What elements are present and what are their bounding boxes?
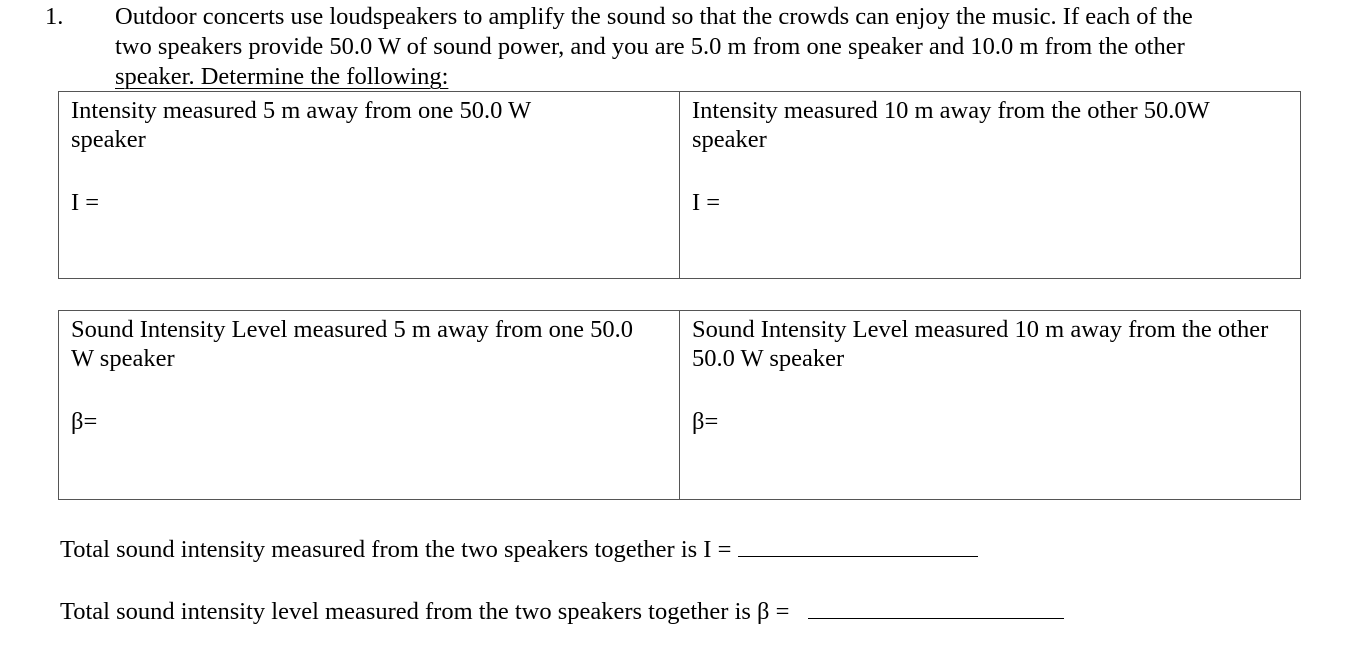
level-5m-prompt: Sound Intensity Level measured 5 m away from one 50.0 W speaker <box>71 316 634 372</box>
intensity-table <box>58 91 1301 279</box>
intensity-10m-prompt: Intensity measured 10 m away from the other 50.0W speaker <box>692 97 1210 153</box>
question-line: speaker. Determine the following: <box>115 63 449 90</box>
total-intensity-line <box>60 534 978 564</box>
total-intensity-blank[interactable] <box>738 534 978 557</box>
intensity-5m-prompt: Intensity measured 5 m away from one 50.0 W speaker <box>71 97 531 153</box>
total-intensity-label: Total sound intensity measured from the two speakers together is I = <box>60 536 732 563</box>
level-5m-cell[interactable] <box>59 311 680 500</box>
level-10m-cell[interactable] <box>680 311 1301 500</box>
total-level-blank[interactable] <box>808 596 1064 619</box>
intensity-10m-cell[interactable] <box>680 92 1301 279</box>
intensity-5m-answer-label: I = <box>71 189 100 216</box>
question-line: two speakers provide 50.0 W of sound power, and you are 5.0 m from one speaker and 10.0 m from the other <box>115 33 1185 60</box>
sound-level-table <box>58 310 1301 500</box>
level-10m-prompt: Sound Intensity Level measured 10 m away from the other 50.0 W speaker <box>692 316 1269 372</box>
question-number: 1. <box>45 3 64 30</box>
intensity-5m-cell[interactable] <box>59 92 680 279</box>
question-text <box>115 2 1315 92</box>
total-level-line <box>60 596 1064 626</box>
level-10m-answer-label: β= <box>692 408 719 435</box>
level-5m-answer-label: β= <box>71 408 98 435</box>
intensity-10m-answer-label: I = <box>692 189 721 216</box>
question-line: Outdoor concerts use loudspeakers to amplify the sound so that the crowds can enjoy the music. If each of the <box>115 3 1193 30</box>
total-level-label: Total sound intensity level measured from the two speakers together is β = <box>60 598 790 625</box>
